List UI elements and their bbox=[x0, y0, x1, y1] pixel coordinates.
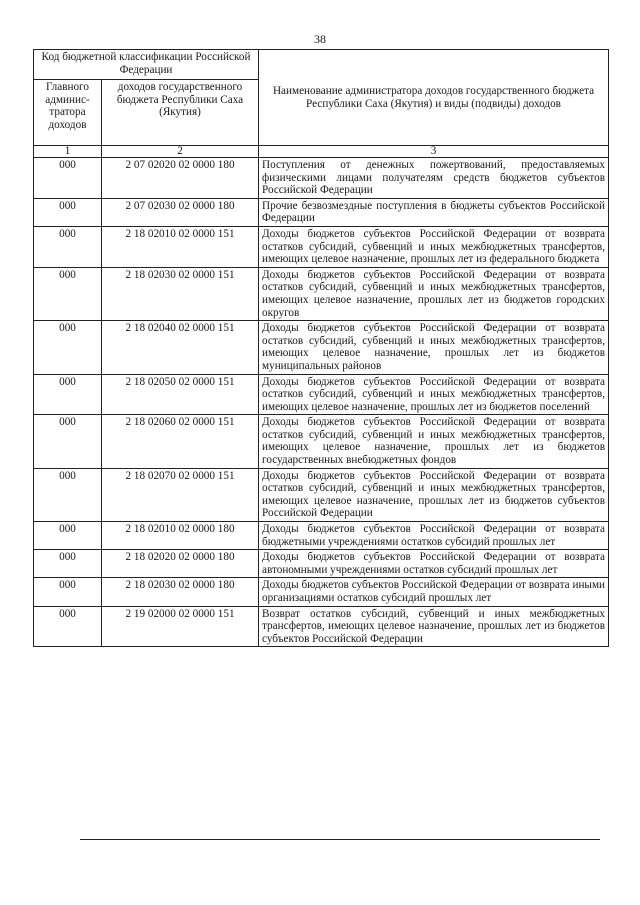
admin-code: 000 bbox=[34, 550, 102, 578]
income-name: Доходы бюджетов субъектов Российской Федерации от возврата остатков субсидий, субвенций и иных межбюджетных трансфертов, имеющих целевое назначение, прошлых лет из бюджетов государственных внебюджетных фондов bbox=[259, 415, 609, 468]
income-name: Доходы бюджетов субъектов Российской Федерации от возврата остатков субсидий, субвенций и иных межбюджетных трансфертов, имеющих целевое назначение, прошлых лет из федерального бюджета bbox=[259, 226, 609, 267]
income-name: Поступления от денежных пожертвований, предоставляемых физическими лицами получателям средств бюджетов субъектов Российской Федерации bbox=[259, 158, 609, 199]
table-header bbox=[34, 50, 609, 158]
income-code: 2 07 02030 02 0000 180 bbox=[102, 198, 259, 226]
header-number-2: 2 bbox=[102, 146, 259, 158]
table-row bbox=[34, 321, 609, 374]
footer-divider bbox=[80, 839, 600, 840]
table-row bbox=[34, 606, 609, 647]
admin-code: 000 bbox=[34, 606, 102, 647]
income-name: Доходы бюджетов субъектов Российской Федерации от возврата бюджетными учреждениями остатков субсидий прошлых лет bbox=[259, 522, 609, 550]
income-name: Доходы бюджетов субъектов Российской Федерации от возврата автономными учреждениями остатков субсидий прошлых лет bbox=[259, 550, 609, 578]
income-name: Возврат остатков субсидий, субвенций и иных межбюджетных трансфертов, имеющих целевое назначение, прошлых лет из бюджетов субъектов Российской Федерации bbox=[259, 606, 609, 647]
admin-code: 000 bbox=[34, 468, 102, 521]
income-code: 2 18 02030 02 0000 180 bbox=[102, 578, 259, 606]
table-row bbox=[34, 198, 609, 226]
table-row bbox=[34, 550, 609, 578]
income-code: 2 19 02000 02 0000 151 bbox=[102, 606, 259, 647]
income-name: Доходы бюджетов субъектов Российской Федерации от возврата остатков субсидий, субвенций и иных межбюджетных трансфертов, имеющих целевое назначение, прошлых лет из бюджетов муниципальных районов bbox=[259, 321, 609, 374]
table-row bbox=[34, 158, 609, 199]
page-number: 38 bbox=[314, 32, 326, 46]
income-code: 2 18 02010 02 0000 151 bbox=[102, 226, 259, 267]
header-name-column: Наименование администратора доходов государственного бюджета Республики Саха (Якутия) и виды (подвиды) доходов bbox=[259, 50, 609, 146]
income-code: 2 18 02040 02 0000 151 bbox=[102, 321, 259, 374]
income-code: 2 18 02070 02 0000 151 bbox=[102, 468, 259, 521]
admin-code: 000 bbox=[34, 267, 102, 320]
income-code: 2 18 02010 02 0000 180 bbox=[102, 522, 259, 550]
table-row bbox=[34, 578, 609, 606]
income-code: 2 18 02030 02 0000 151 bbox=[102, 267, 259, 320]
admin-code: 000 bbox=[34, 415, 102, 468]
income-code: 2 18 02060 02 0000 151 bbox=[102, 415, 259, 468]
admin-code: 000 bbox=[34, 226, 102, 267]
table-row bbox=[34, 374, 609, 415]
header-income-column: доходов государственного бюджета Республики Саха (Якутия) bbox=[102, 80, 259, 146]
table-body bbox=[34, 158, 609, 647]
table-row bbox=[34, 226, 609, 267]
income-code: 2 07 02020 02 0000 180 bbox=[102, 158, 259, 199]
table-row bbox=[34, 522, 609, 550]
income-name: Доходы бюджетов субъектов Российской Федерации от возврата иными организациями остатков субсидий прошлых лет bbox=[259, 578, 609, 606]
budget-classification-table bbox=[33, 49, 609, 647]
income-code: 2 18 02050 02 0000 151 bbox=[102, 374, 259, 415]
income-name: Доходы бюджетов субъектов Российской Федерации от возврата остатков субсидий, субвенций и иных межбюджетных трансфертов, имеющих целевое назначение, прошлых лет из бюджетов городских округов bbox=[259, 267, 609, 320]
admin-code: 000 bbox=[34, 374, 102, 415]
header-number-3: 3 bbox=[259, 146, 609, 158]
header-admin-column: Главного админис-тратора доходов bbox=[34, 80, 102, 146]
admin-code: 000 bbox=[34, 321, 102, 374]
admin-code: 000 bbox=[34, 522, 102, 550]
income-name: Доходы бюджетов субъектов Российской Федерации от возврата остатков субсидий, субвенций и иных межбюджетных трансфертов, имеющих целевое назначение, прошлых лет из бюджетов субъектов Российской Федерации bbox=[259, 468, 609, 521]
header-group-title: Код бюджетной классификации Российской Федерации bbox=[34, 50, 259, 80]
table-row bbox=[34, 267, 609, 320]
income-name: Прочие безвозмездные поступления в бюджеты субъектов Российской Федерации bbox=[259, 198, 609, 226]
header-number-1: 1 bbox=[34, 146, 102, 158]
income-code: 2 18 02020 02 0000 180 bbox=[102, 550, 259, 578]
admin-code: 000 bbox=[34, 578, 102, 606]
income-name: Доходы бюджетов субъектов Российской Федерации от возврата остатков субсидий, субвенций и иных межбюджетных трансфертов, имеющих целевое назначение, прошлых лет из бюджетов поселений bbox=[259, 374, 609, 415]
admin-code: 000 bbox=[34, 158, 102, 199]
admin-code: 000 bbox=[34, 198, 102, 226]
table-row bbox=[34, 415, 609, 468]
table-row bbox=[34, 468, 609, 521]
